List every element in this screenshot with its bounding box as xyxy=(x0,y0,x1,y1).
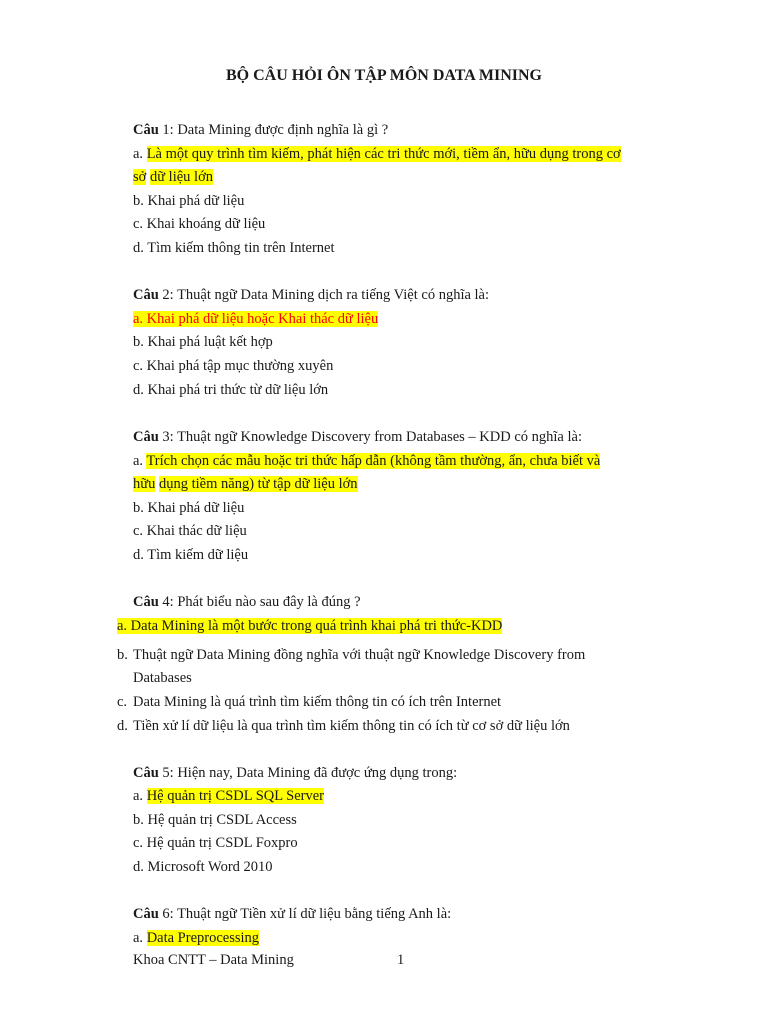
answer-5a xyxy=(133,785,324,809)
option-4b-cont: Databases xyxy=(133,670,192,686)
question-number: 1: xyxy=(158,122,178,138)
option-2b: b. Khai phá luật kết hợp xyxy=(133,334,273,350)
answer-1a-cont xyxy=(133,166,213,190)
answer-highlight: Là một quy trình tìm kiếm, phát hiện các tri thức mới, tiềm ẩn, hữu dụng trong cơ xyxy=(146,146,621,162)
document-title: BỘ CÂU HỎI ÔN TẬP MÔN DATA MINING xyxy=(225,67,542,84)
question-label: Câu xyxy=(133,765,159,781)
answer-2a xyxy=(133,308,378,332)
option-text: Tiền xử lí dữ liệu là qua trình tìm kiếm thông tin có ích từ cơ sở dữ liệu lớn xyxy=(133,718,570,734)
question-label: Câu xyxy=(133,429,159,445)
question-text: Data Mining được định nghĩa là gì ? xyxy=(177,122,389,138)
answer-3a-cont xyxy=(133,473,358,497)
answer-prefix: a. xyxy=(133,788,147,804)
question-text: Phát biểu nào sau đây là đúng ? xyxy=(177,594,361,610)
option-1d: d. Tìm kiếm thông tin trên Internet xyxy=(133,240,335,256)
option-5b: b. Hệ quản trị CSDL Access xyxy=(133,812,297,828)
answer-highlight: a. Khai phá dữ liệu hoặc Khai thác dữ liệu xyxy=(133,311,379,327)
footer-text: Khoa CNTT – Data Mining xyxy=(133,952,294,968)
question-label: Câu xyxy=(133,906,159,922)
option-4c xyxy=(117,691,501,715)
question-number: 5: xyxy=(158,765,178,781)
question-text: Thuật ngữ Knowledge Discovery from Databases – KDD có nghĩa là: xyxy=(177,429,582,445)
question-3 xyxy=(133,426,582,450)
option-label: d. xyxy=(117,718,128,734)
option-4d xyxy=(117,715,570,739)
option-5d: d. Microsoft Word 2010 xyxy=(133,859,273,875)
question-number: 2: xyxy=(158,287,178,303)
question-number: 3: xyxy=(158,429,178,445)
question-2 xyxy=(133,284,489,308)
answer-6a xyxy=(133,927,259,951)
question-1 xyxy=(133,119,388,143)
question-label: Câu xyxy=(133,287,159,303)
question-label: Câu xyxy=(133,594,159,610)
answer-highlight: sở xyxy=(133,169,147,185)
option-5c: c. Hệ quản trị CSDL Foxpro xyxy=(133,835,298,851)
answer-3a xyxy=(133,450,600,474)
option-text: Data Mining là quá trình tìm kiếm thông tin có ích trên Internet xyxy=(133,694,502,710)
answer-4a xyxy=(117,615,502,639)
option-3b: b. Khai phá dữ liệu xyxy=(133,500,245,516)
option-3c: c. Khai thác dữ liệu xyxy=(133,523,247,539)
page-number: 1 xyxy=(397,952,405,968)
answer-prefix: a. xyxy=(133,453,147,469)
answer-highlight: Data Preprocessing xyxy=(146,930,260,946)
option-1c: c. Khai khoáng dữ liệu xyxy=(133,216,266,232)
question-label: Câu xyxy=(133,122,159,138)
option-label: b. xyxy=(117,647,128,663)
answer-prefix: a. xyxy=(133,930,147,946)
answer-highlight: Trích chọn các mẫu hoặc tri thức hấp dẫn (không tầm thường, ẩn, chưa biết và xyxy=(146,453,601,469)
answer-highlight: dụng tiềm năng) từ tập dữ liệu lớn xyxy=(158,476,358,492)
question-text: Thuật ngữ Tiền xử lí dữ liệu bằng tiếng Anh là: xyxy=(177,906,452,922)
answer-highlight: dữ liệu lớn xyxy=(149,169,213,185)
question-6 xyxy=(133,903,451,927)
option-2c: c. Khai phá tập mục thường xuyên xyxy=(133,358,334,374)
question-number: 4: xyxy=(158,594,178,610)
option-1b: b. Khai phá dữ liệu xyxy=(133,193,245,209)
option-3d: d. Tìm kiếm dữ liệu xyxy=(133,547,249,563)
question-4 xyxy=(133,591,361,615)
question-text: Hiện nay, Data Mining đã được ứng dụng trong: xyxy=(177,765,458,781)
option-label: c. xyxy=(117,694,128,710)
answer-highlight: Hệ quản trị CSDL SQL Server xyxy=(146,788,325,804)
answer-1a xyxy=(133,143,621,167)
option-text: Thuật ngữ Data Mining đồng nghĩa với thuật ngữ Knowledge Discovery from xyxy=(133,647,586,663)
answer-highlight: hữu xyxy=(133,476,156,492)
question-5 xyxy=(133,762,457,786)
answer-prefix: a. xyxy=(133,146,147,162)
option-4b xyxy=(117,644,585,668)
question-text: Thuật ngữ Data Mining dịch ra tiếng Việt có nghĩa là: xyxy=(177,287,490,303)
answer-highlight: a. Data Mining là một bước trong quá trình khai phá tri thức-KDD xyxy=(117,618,503,634)
option-2d: d. Khai phá tri thức từ dữ liệu lớn xyxy=(133,382,329,398)
question-number: 6: xyxy=(158,906,178,922)
